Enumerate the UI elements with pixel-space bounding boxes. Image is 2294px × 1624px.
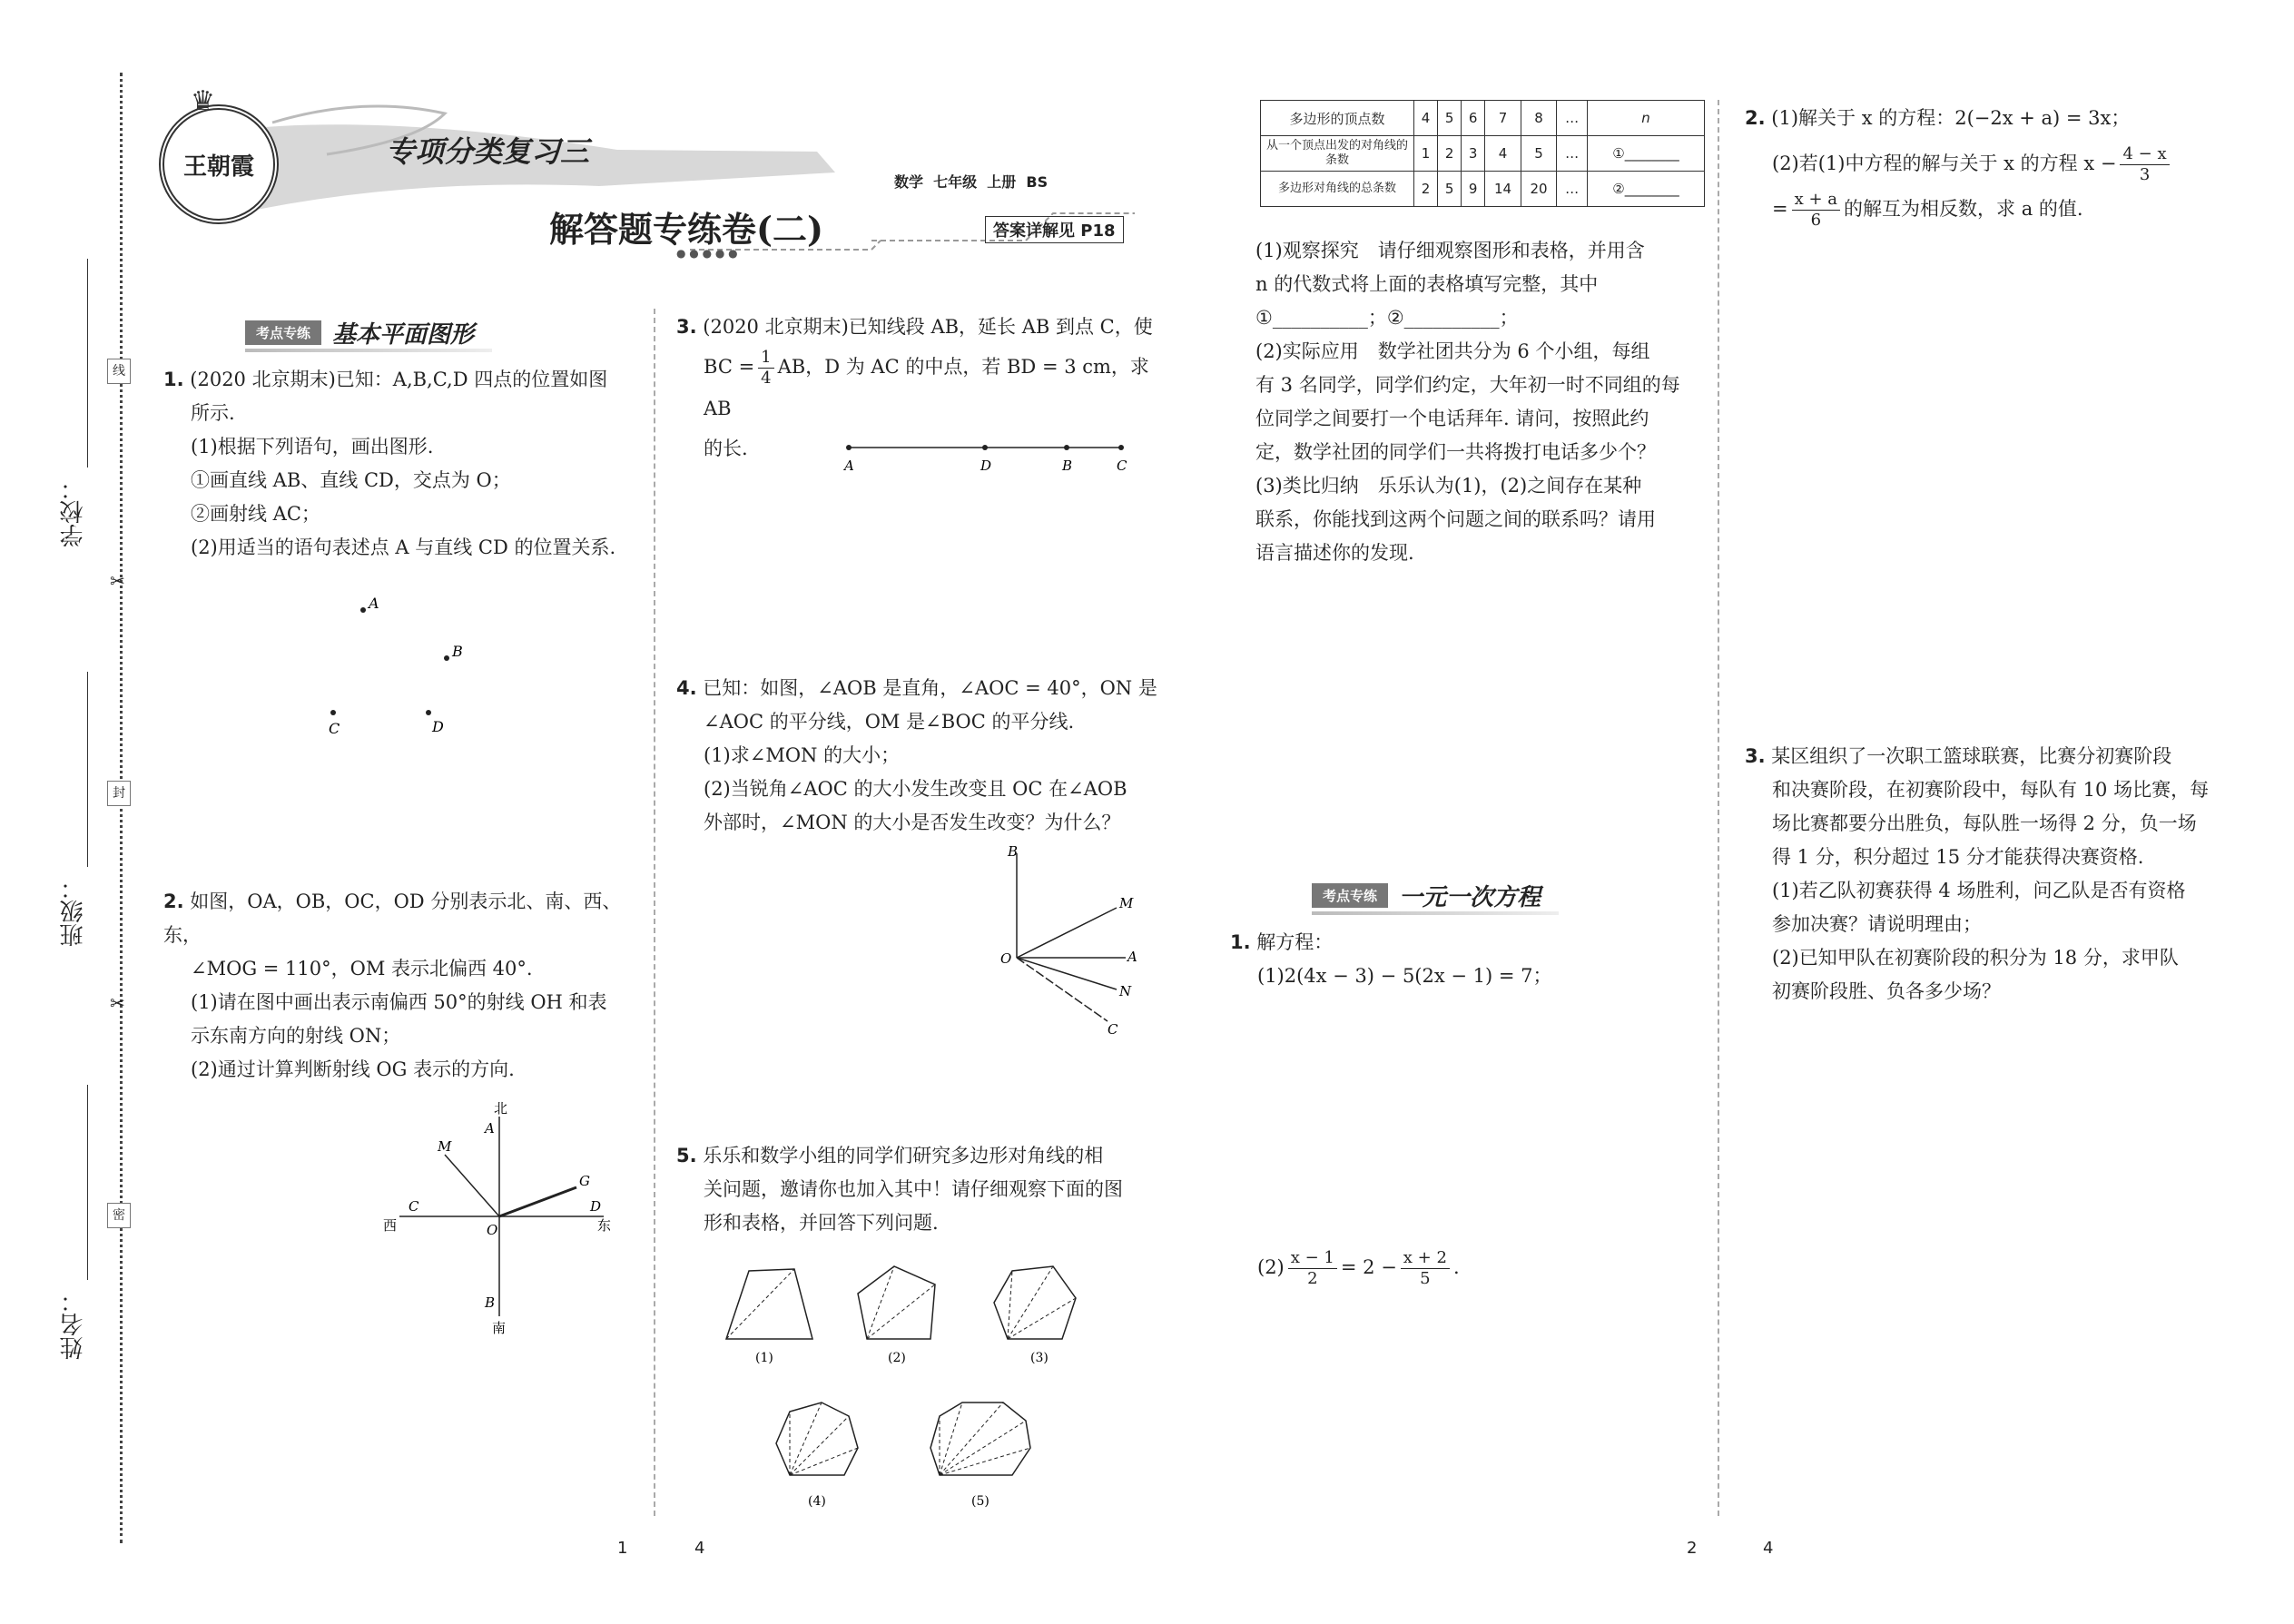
seal-mark-2: 封: [107, 781, 131, 806]
compass-south: 南: [492, 1320, 507, 1334]
svg-text:D: D: [980, 458, 992, 474]
q2-compass-figure: [381, 1098, 617, 1334]
paper-title: 解答题专练卷(二): [549, 209, 823, 250]
polygon-5: [930, 1403, 1030, 1509]
question-1: 1. (2020 北京期末)已知：A,B,C,D 四点的位置如图 所示. (1)根据下列语句，画出图形. ①画直线 AB、直线 CD，交点为 O； ②画射线 AC； (2)用适当的语句表述点 A 与直线 CD 的位置关系.: [163, 369, 616, 558]
answer-reference: 答案详解见 P18: [985, 216, 1124, 243]
binding-dashed-line: [120, 73, 123, 1543]
q3-segment-figure: [835, 434, 1135, 479]
answer-blank-2[interactable]: ②________: [1588, 172, 1705, 207]
scissors-icon: ✂: [110, 992, 125, 1014]
class-label: 班级：: [60, 876, 87, 947]
answer-blank-1[interactable]: ①________: [1588, 136, 1705, 172]
decorative-dots: ● ● ● ● ●: [676, 247, 738, 260]
question-2: 2. 如图，OA，OB，OC，OD 分别表示北、南、西、东， ∠MOG = 110°，OM 表示北偏西 40°. (1)请在图中画出表示南偏西 50°的射线 OH 和表 示东南方向的射线 ON； (2)通过计算判断射线 OG 表示的方向.: [163, 891, 622, 1080]
scissors-icon: ✂: [110, 570, 125, 592]
page-number: 4: [1763, 1539, 1774, 1558]
svg-text:A: A: [1127, 949, 1137, 965]
equation-question-1: 1. 解方程： (1)2(4x − 3) − 5(2x − 1) = 7；: [1230, 931, 1552, 987]
svg-text:C: C: [1108, 1021, 1118, 1038]
q4-angle-figure: [989, 840, 1153, 1039]
seal-mark-1: 线: [107, 359, 131, 384]
point-label-b: B: [452, 643, 463, 660]
svg-text:B: B: [1062, 458, 1073, 474]
svg-text:A: A: [485, 1120, 495, 1137]
question-5: 5. 乐乐和数学小组的同学们研究多边形对角线的相 关问题，邀请你也加入其中！请仔细观察下面的图 形和表格，并回答下列问题.: [676, 1145, 1123, 1234]
crown-icon: ♛: [191, 85, 215, 117]
name-line: [87, 1085, 88, 1280]
brand-logo: [159, 104, 279, 224]
question-number: 2.: [163, 891, 184, 912]
svg-text:B: B: [485, 1294, 496, 1311]
table-row: 从一个顶点出发的对角线的条数 1 2 3 4 5 … ①________: [1261, 136, 1705, 172]
svg-text:G: G: [579, 1173, 590, 1189]
table-row: 多边形的顶点数 4 5 6 7 8 … n: [1261, 101, 1705, 136]
school-label: 学校：: [60, 477, 87, 547]
equation-question-2: 2. (1)解关于 x 的方程：2(−2x + a) = 3x； (2)若(1)中方程的解与关于 x 的方程 x − $\frac{4 - x}{3}$ = $\frac{x + a}{6}$ 的解互为相反数，求 a 的值.: [1745, 95, 2253, 231]
question-3: 3. (2020 北京期末)已知线段 AB，延长 AB 到点 C，使 BC = $\frac{1}{4}$ AB，D 为 AC 的中点，若 BD = 3 cm，求 AB 的长.: [676, 316, 1153, 459]
svg-text:(5): (5): [971, 1494, 989, 1509]
subject-meta: 数学 七年级 上册 BS: [894, 173, 1049, 191]
svg-text:O: O: [487, 1222, 498, 1238]
equation-question-1-part-2: (2) $\frac{x - 1}{2}$ = 2 − $\frac{x + 2}{5}$ .: [1257, 1248, 1460, 1288]
column-divider-1: [654, 309, 655, 1516]
compass-west: 西: [383, 1217, 398, 1234]
svg-text:O: O: [1000, 950, 1012, 967]
school-line: [87, 259, 88, 468]
svg-text:(3): (3): [1030, 1351, 1049, 1365]
polygon-4: [776, 1403, 858, 1509]
svg-text:B: B: [1008, 843, 1019, 860]
svg-text:A: A: [844, 458, 854, 474]
table-row: 多边形对角线的总条数 2 5 9 14 20 … ②________: [1261, 172, 1705, 207]
svg-text:C: C: [1117, 458, 1127, 474]
point-label-c: C: [329, 720, 340, 737]
polygon-diagonal-table: [1260, 100, 1705, 207]
name-label: 姓名：: [60, 1289, 87, 1360]
brand-name: 王朝霞: [182, 153, 254, 181]
page-number: 2: [1687, 1539, 1698, 1558]
question-5-continued: (1)观察探究 请仔细观察图形和表格，并用含 n 的代数式将上面的表格填写完整，其中 ①__________；②__________； (2)实际应用 数学社团共分为 6 个小组，每组 有 3 名同学，同学们约定，大年初一时不同组的每 位同学之间要打一个电话拜年. 请问，按照此约 定，数学社团的同学们一共将拨打电话多少个？ (3)类比归纳 乐乐认为(1)，(2)之间存在某种 联系，你能找到这两个问题之间的联系吗？请用 语言描述你的发现.: [1255, 240, 1680, 564]
compass-north: 北: [494, 1100, 508, 1117]
polygon-3: [994, 1266, 1076, 1365]
svg-text:(4): (4): [808, 1494, 826, 1509]
section-header-geometry: 考点专练 基本平面图形: [245, 316, 474, 349]
page-number: 1: [617, 1539, 628, 1558]
svg-text:M: M: [438, 1138, 452, 1155]
q1-points-figure: [309, 581, 490, 744]
section-title: 专项分类复习三: [386, 134, 590, 169]
seal-mark-3: 密: [107, 1203, 131, 1228]
polygon-2: [858, 1266, 935, 1365]
svg-text:D: D: [590, 1198, 602, 1215]
svg-text:C: C: [409, 1198, 419, 1215]
q5-polygons-figure: [717, 1244, 1135, 1516]
equation-question-3: 3. 某区组织了一次职工篮球联赛，比赛分初赛阶段 和决赛阶段，在初赛阶段中，每队有 10 场比赛，每 场比赛都要分出胜负，每队胜一场得 2 分，负一场 得 1 分，积分超过 15 分才能获得决赛资格. (1)若乙队初赛获得 4 场胜利，问乙队是否有资格 参加决赛？请说明理由； (2)已知甲队在初赛阶段的积分为 18 分，求甲队 初赛阶段胜、负各多少场？: [1745, 745, 2210, 1002]
svg-text:(2): (2): [888, 1351, 906, 1365]
svg-text:(1): (1): [755, 1351, 773, 1365]
svg-text:N: N: [1119, 983, 1132, 999]
question-4: 4. 已知：如图，∠AOB 是直角，∠AOC = 40°，ON 是 ∠AOC 的平分线，OM 是∠BOC 的平分线. (1)求∠MON 的大小； (2)当锐角∠AOC 的大小发生改变且 OC 在∠AOB 外部时，∠MON 的大小是否发生改变？为什么？: [676, 677, 1157, 833]
class-line: [87, 672, 88, 867]
section-header-equation: 考点专练 一元一次方程: [1312, 879, 1541, 911]
question-number: 1.: [163, 369, 184, 390]
svg-text:M: M: [1119, 895, 1134, 911]
polygon-1: [726, 1269, 812, 1365]
point-label-a: A: [369, 595, 379, 612]
point-label-d: D: [432, 718, 444, 735]
page-number: 4: [694, 1539, 705, 1558]
column-divider-2: [1718, 100, 1719, 1516]
compass-east: 东: [597, 1217, 612, 1234]
